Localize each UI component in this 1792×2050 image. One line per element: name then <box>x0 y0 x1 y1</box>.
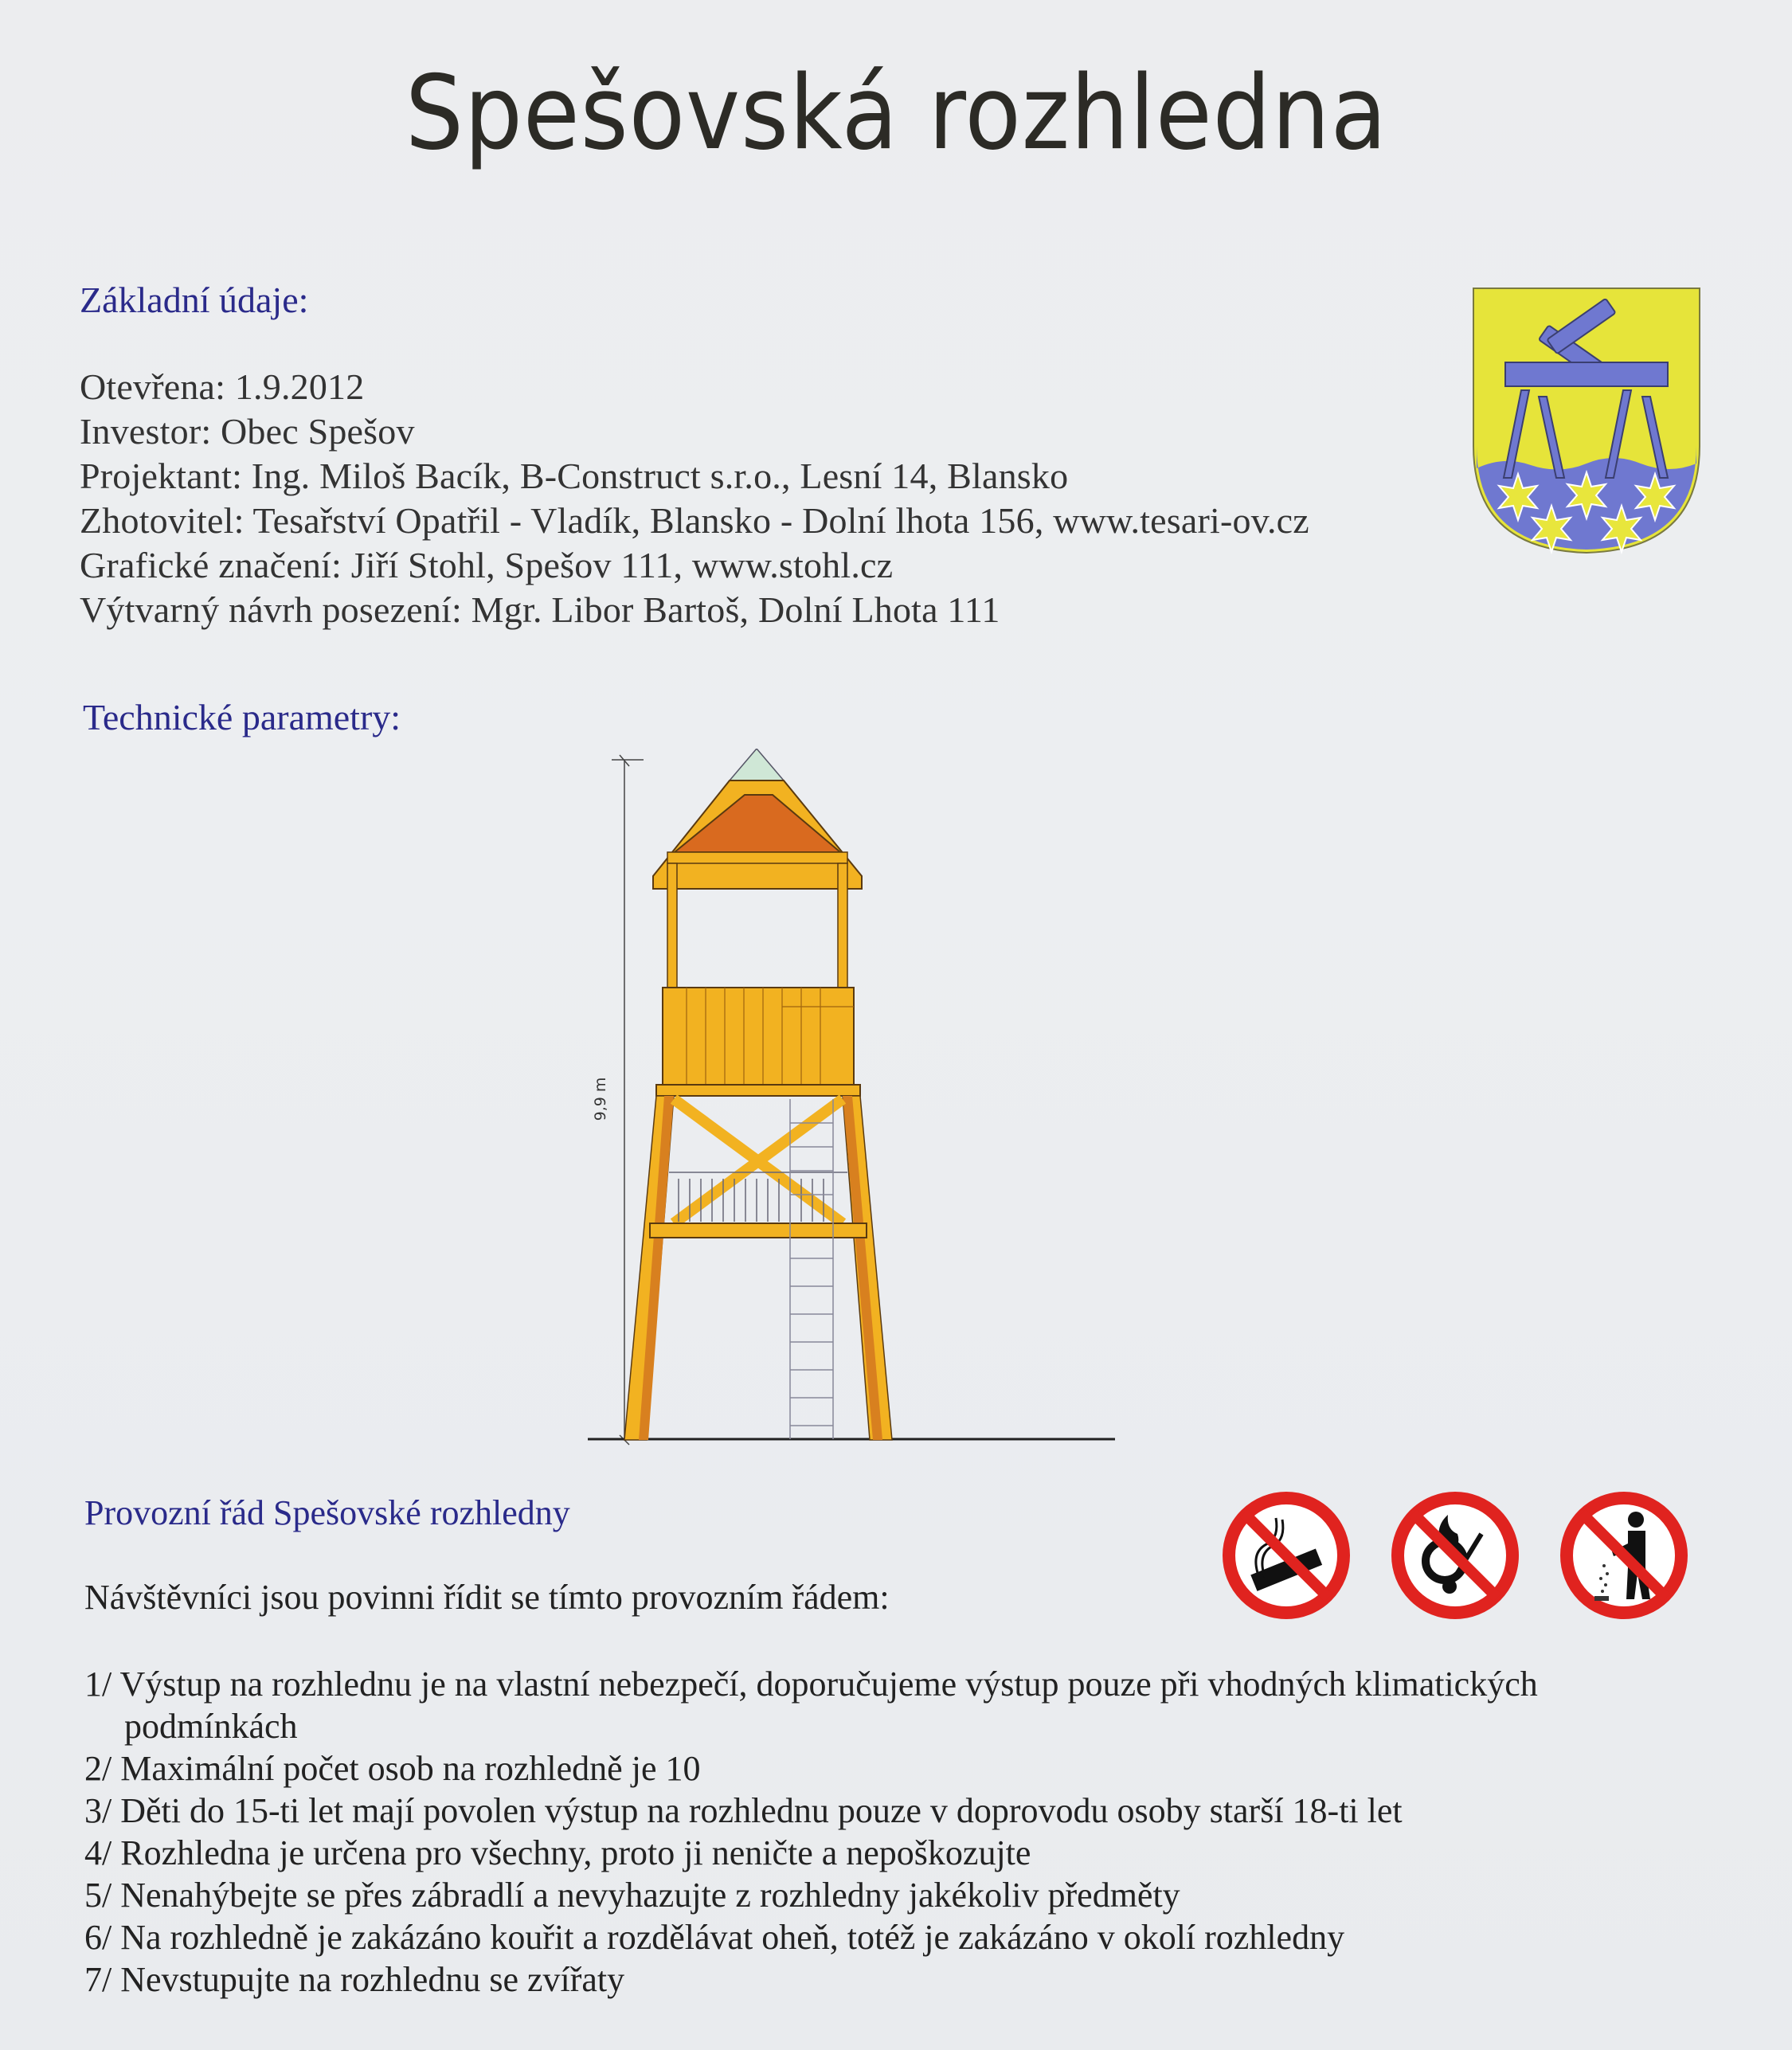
rules-heading: Provozní řád Spešovské rozhledny <box>84 1493 570 1532</box>
lower-platform <box>650 1223 867 1238</box>
rule-item: 6/ Na rozhledně je zakázáno kouřit a rozdělávat oheň, totéž je zakázáno v okolí rozhledny <box>84 1918 1345 1957</box>
tower-elevation-drawing <box>573 749 1131 1449</box>
info-graphics: Grafické značení: Jiří Stohl, Spešov 111, www.stohl.cz <box>80 545 894 585</box>
info-investor: Investor: Obec Spešov <box>80 411 415 452</box>
info-opened: Otevřena: 1.9.2012 <box>80 366 365 407</box>
rule-item: 1/ Výstup na rozhlednu je na vlastní nebezpečí, doporučujeme výstup pouze při vhodných klimatických podmínkách <box>84 1665 1538 1746</box>
roof-cap <box>730 749 784 780</box>
rules-list <box>84 1663 1538 2001</box>
height-label: 9,9 m <box>592 1077 609 1121</box>
no-littering-icon <box>1556 1488 1692 1623</box>
rule-item: 4/ Rozhledna je určena pro všechny, proto ji neničte a nepoškozujte <box>84 1833 1031 1872</box>
ladder <box>790 1099 833 1439</box>
basic-info-list <box>80 365 1309 632</box>
technical-heading: Technické parametry: <box>83 697 401 737</box>
basic-info-heading: Základní údaje: <box>80 280 309 320</box>
rule-item: 2/ Maximální počet osob na rozhledně je 10 <box>84 1749 701 1788</box>
info-seating-design: Výtvarný návrh posezení: Mgr. Libor Bartoš, Dolní Lhota 111 <box>80 589 1000 630</box>
no-smoking-icon <box>1219 1488 1354 1623</box>
rule-item: 7/ Nevstupujte na rozhlednu se zvířaty <box>84 1960 625 1999</box>
rules-intro: Návštěvníci jsou povinni řídit se tímto provozním řádem: <box>84 1578 890 1617</box>
rule-item: 3/ Děti do 15-ti let mají povolen výstup na rozhlednu pouze v doprovodu osoby starší 18-ti let <box>84 1791 1403 1830</box>
info-designer: Projektant: Ing. Miloš Bacík, B-Construct s.r.o., Lesní 14, Blansko <box>80 456 1069 496</box>
cabin-panel <box>663 988 854 1085</box>
info-contractor: Zhotovitel: Tesařství Opatřil - Vladík, Blansko - Dolní lhota 156, www.tesari-ov.cz <box>80 500 1309 541</box>
no-open-fire-icon <box>1387 1488 1523 1623</box>
prohibition-signs <box>1219 1488 1696 1625</box>
page-title: Spešovská rozhledna <box>405 54 1388 173</box>
municipal-coat-of-arms-icon <box>1472 287 1701 554</box>
rule-item: 5/ Nenahýbejte se přes zábradlí a nevyhazujte z rozhledny jakékoliv předměty <box>84 1876 1180 1915</box>
